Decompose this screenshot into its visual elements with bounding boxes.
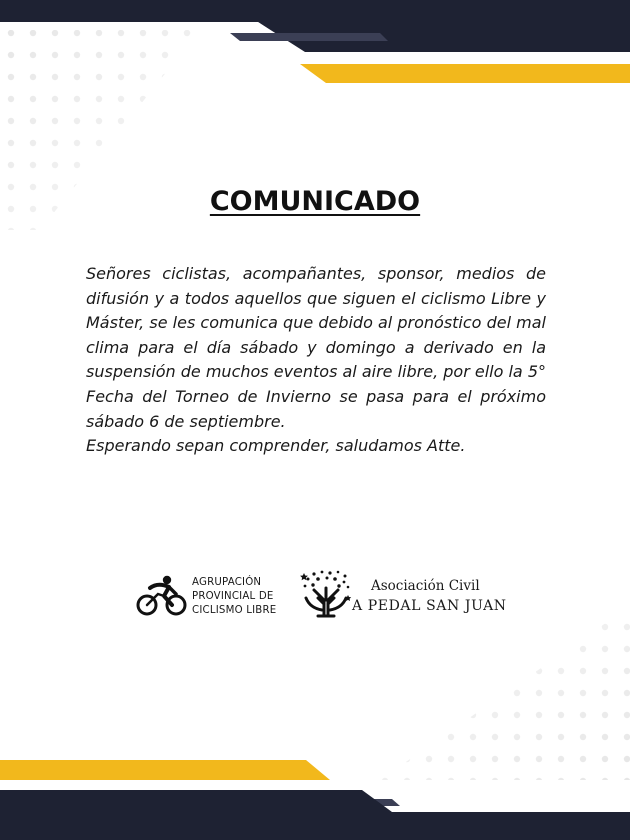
top-white-gap	[305, 52, 630, 62]
tree-hands-icon	[300, 570, 352, 618]
agrupacion-line: CICLISMO LIBRE	[192, 605, 277, 616]
agrupacion-logo	[136, 574, 286, 620]
top-left-strip	[0, 22, 270, 30]
announcement-text	[86, 262, 546, 459]
bottom-navy-band	[0, 790, 630, 840]
agrupacion-name	[192, 576, 276, 618]
document-title: COMUNICADO	[209, 186, 421, 217]
bottom-white-notch	[0, 780, 344, 790]
top-yellow-stripe	[300, 64, 630, 83]
cyclist-icon	[136, 574, 190, 618]
agrupacion-line: AGRUPACIÓN	[192, 577, 262, 588]
agrupacion-line: PROVINCIAL DE	[192, 591, 274, 602]
announcement-paragraph: Señores ciclistas, acompañantes, sponsor, medios de difusión y a todos aquellos que siguen el ciclismo Libre y Máster, se les comunica que debido al pronóstico del mal clima para el día sábado y domingo a derivado en la suspensión de muchos eventos al aire libre, por ello la 5° Fecha del Torneo de Invierno se pasa para el próximo sábado 6 de septiembre.	[86, 264, 546, 431]
closing-line: Esperando sepan comprender, saludamos Atte.	[86, 436, 466, 456]
asociacion-name: A PEDAL SAN JUAN	[352, 598, 507, 614]
bottom-yellow-stripe	[0, 760, 330, 780]
dot-pattern-bottom-right	[360, 600, 630, 780]
top-slate-stripe	[230, 33, 388, 41]
asociacion-logo	[300, 570, 507, 620]
asociacion-label: Asociación Civil	[371, 578, 480, 594]
